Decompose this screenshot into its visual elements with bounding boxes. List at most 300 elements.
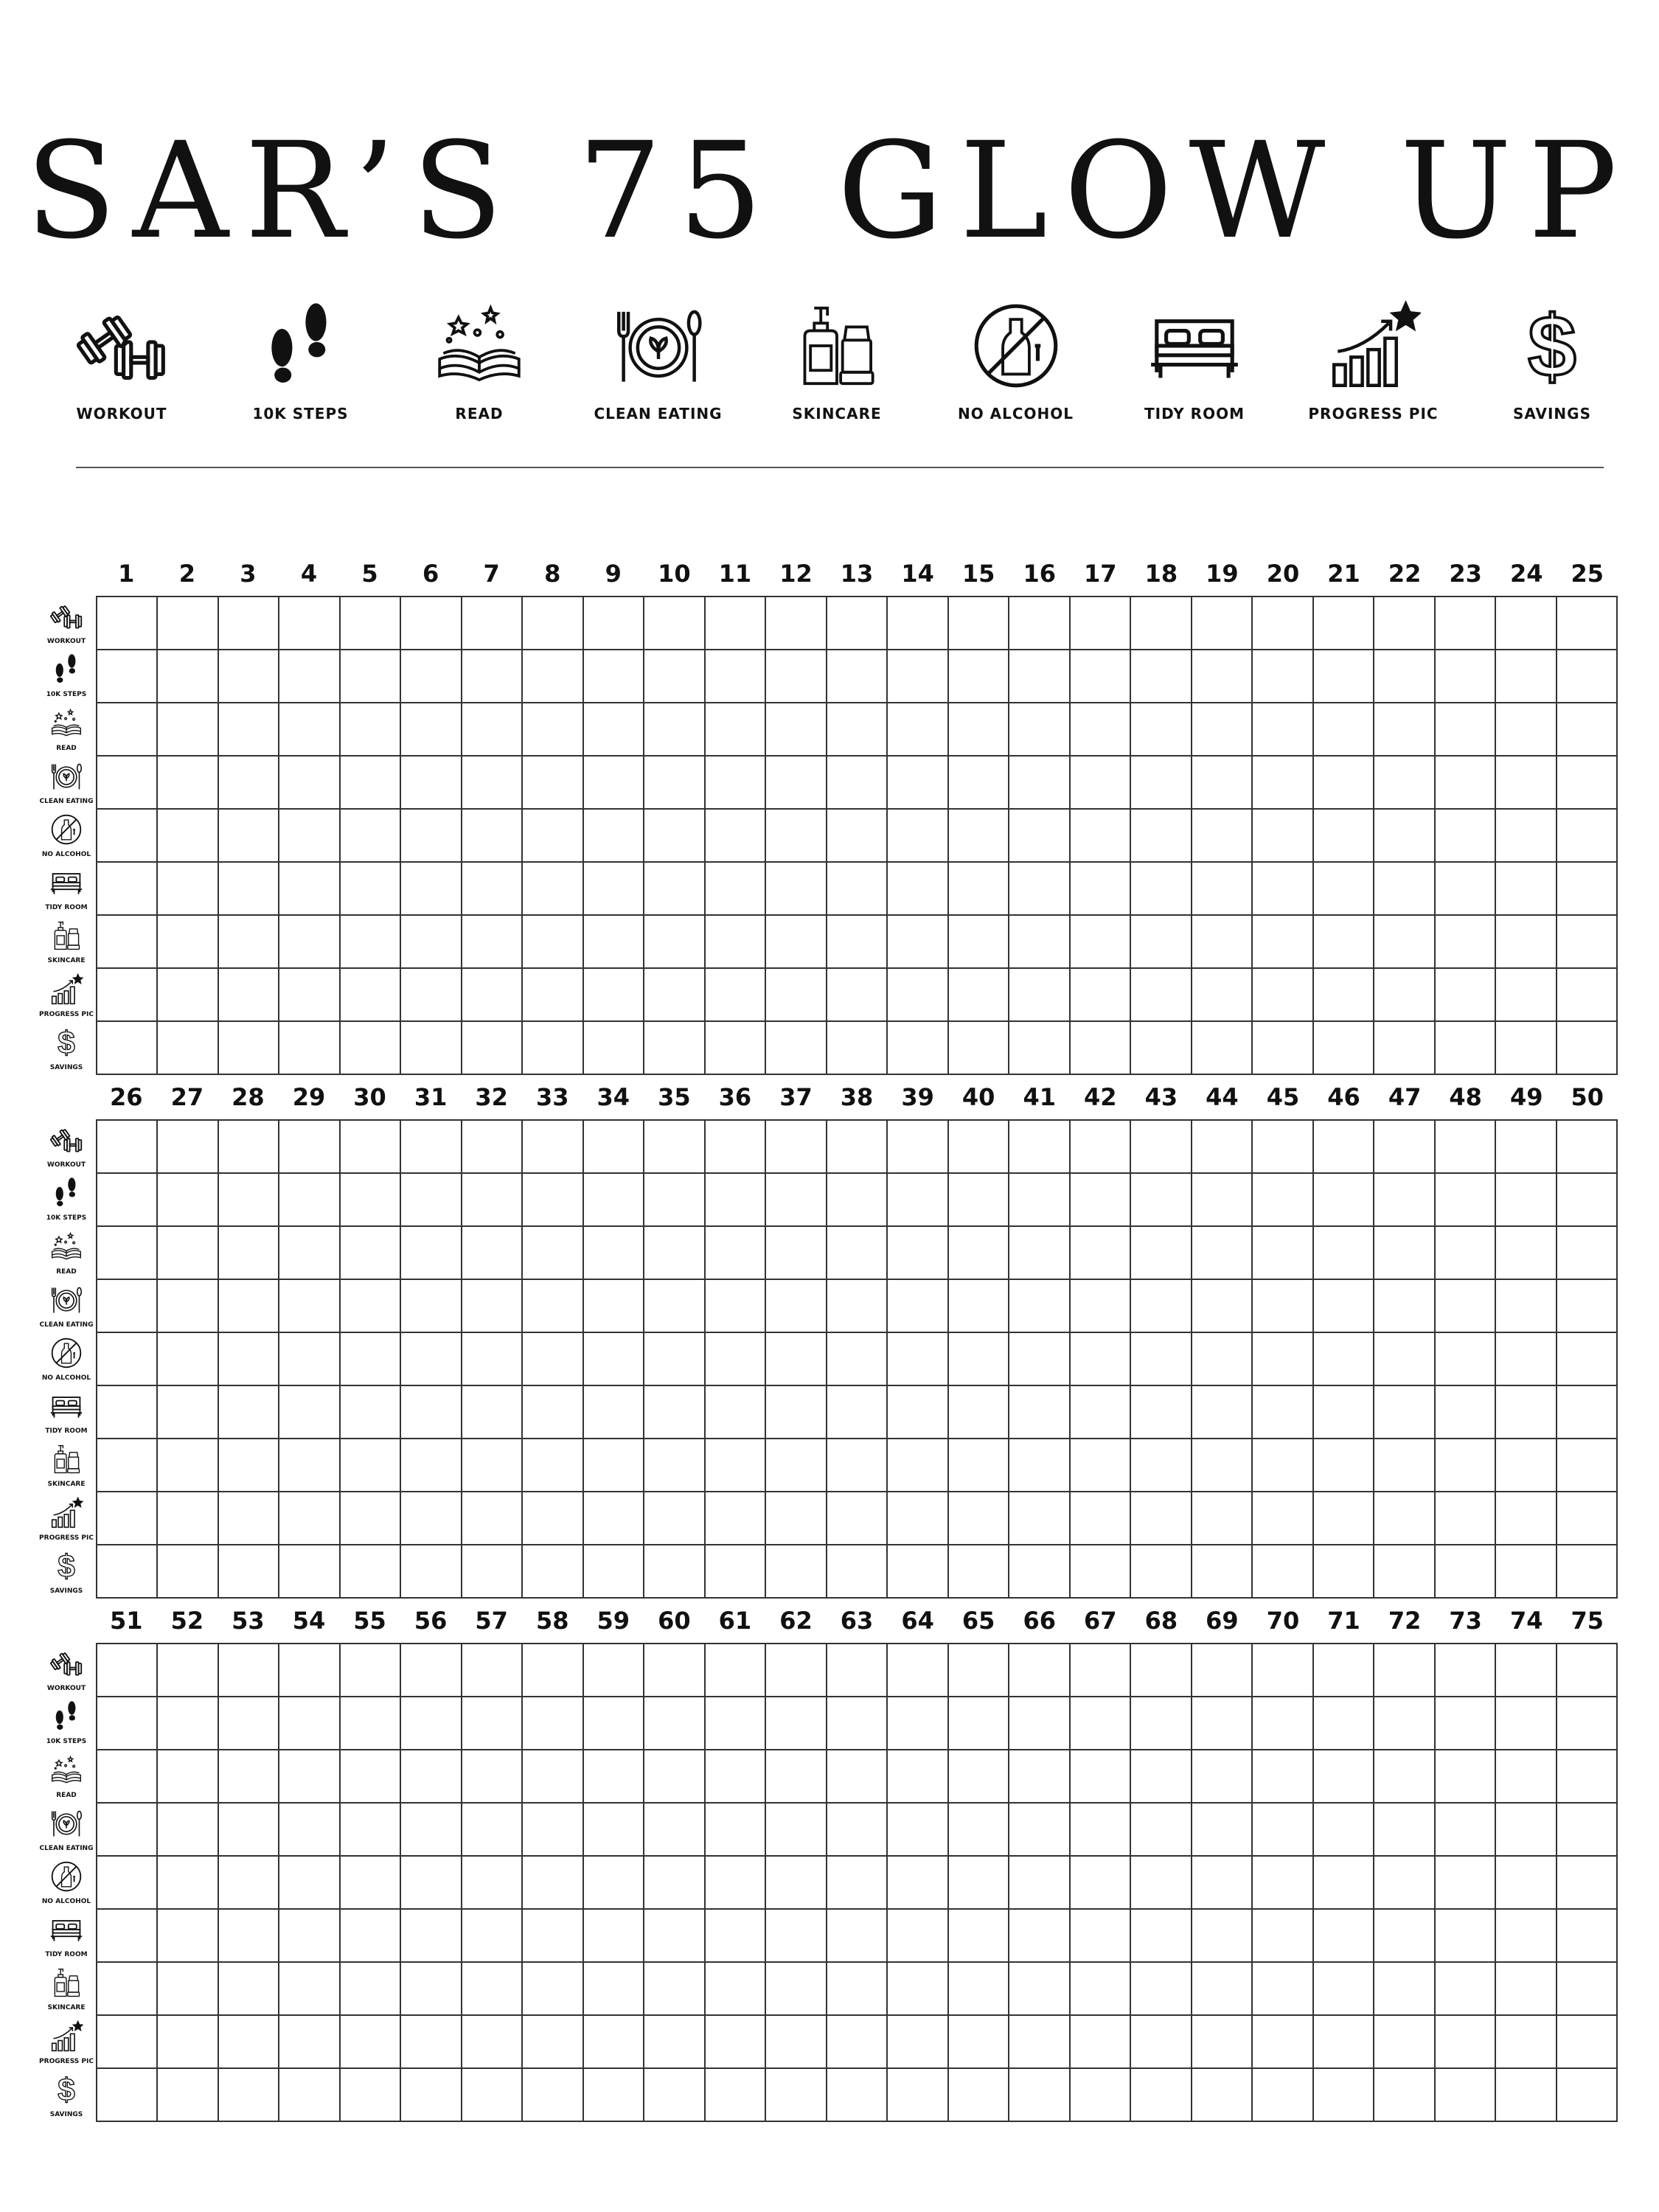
day-checkbox[interactable] [158,1227,218,1280]
day-checkbox[interactable] [1374,597,1435,650]
day-checkbox[interactable] [219,597,279,650]
day-checkbox[interactable] [1496,1963,1557,2016]
day-checkbox[interactable] [827,703,888,757]
day-checkbox[interactable] [523,2069,583,2122]
day-checkbox[interactable] [462,597,523,650]
day-checkbox[interactable] [1131,863,1192,916]
day-checkbox[interactable] [158,1121,218,1174]
day-checkbox[interactable] [523,969,583,1022]
day-checkbox[interactable] [158,1333,218,1386]
day-checkbox[interactable] [1009,916,1070,969]
day-checkbox[interactable] [1192,1857,1253,1910]
day-checkbox[interactable] [158,810,218,863]
day-checkbox[interactable] [1436,916,1496,969]
day-checkbox[interactable] [341,1022,401,1075]
day-checkbox[interactable] [1192,1492,1253,1545]
day-checkbox[interactable] [1436,1333,1496,1386]
day-checkbox[interactable] [1071,1174,1131,1227]
day-checkbox[interactable] [1436,1121,1496,1174]
day-checkbox[interactable] [219,2069,279,2122]
day-checkbox[interactable] [584,1280,644,1333]
day-checkbox[interactable] [97,1439,158,1492]
day-checkbox[interactable] [1374,650,1435,703]
day-checkbox[interactable] [706,810,766,863]
day-checkbox[interactable] [1436,703,1496,757]
day-checkbox[interactable] [1374,1644,1435,1697]
day-checkbox[interactable] [1131,1910,1192,1963]
day-checkbox[interactable] [706,1280,766,1333]
day-checkbox[interactable] [1009,1697,1070,1750]
day-checkbox[interactable] [644,703,705,757]
day-checkbox[interactable] [219,1439,279,1492]
day-checkbox[interactable] [1253,597,1313,650]
day-checkbox[interactable] [279,1910,340,1963]
day-checkbox[interactable] [1436,597,1496,650]
day-checkbox[interactable] [341,1333,401,1386]
day-checkbox[interactable] [219,1750,279,1804]
day-checkbox[interactable] [1131,1492,1192,1545]
day-checkbox[interactable] [523,1121,583,1174]
day-checkbox[interactable] [949,969,1009,1022]
day-checkbox[interactable] [1192,1174,1253,1227]
day-checkbox[interactable] [462,1857,523,1910]
day-checkbox[interactable] [1374,969,1435,1022]
day-checkbox[interactable] [949,1910,1009,1963]
day-checkbox[interactable] [1253,1227,1313,1280]
day-checkbox[interactable] [766,1857,827,1910]
day-checkbox[interactable] [401,1022,462,1075]
day-checkbox[interactable] [644,2016,705,2069]
day-checkbox[interactable] [706,969,766,1022]
day-checkbox[interactable] [279,916,340,969]
day-checkbox[interactable] [1436,1804,1496,1857]
day-checkbox[interactable] [462,1492,523,1545]
day-checkbox[interactable] [462,1280,523,1333]
day-checkbox[interactable] [1436,863,1496,916]
day-checkbox[interactable] [341,1910,401,1963]
day-checkbox[interactable] [97,1174,158,1227]
day-checkbox[interactable] [341,1963,401,2016]
day-checkbox[interactable] [1374,1963,1435,2016]
day-checkbox[interactable] [1374,1750,1435,1804]
day-checkbox[interactable] [279,810,340,863]
day-checkbox[interactable] [401,1545,462,1599]
day-checkbox[interactable] [1557,1174,1618,1227]
day-checkbox[interactable] [1131,650,1192,703]
day-checkbox[interactable] [888,1174,948,1227]
day-checkbox[interactable] [1314,1545,1374,1599]
day-checkbox[interactable] [158,757,218,810]
day-checkbox[interactable] [584,1022,644,1075]
day-checkbox[interactable] [1131,1697,1192,1750]
day-checkbox[interactable] [1071,1280,1131,1333]
day-checkbox[interactable] [1557,916,1618,969]
day-checkbox[interactable] [1071,597,1131,650]
day-checkbox[interactable] [644,1121,705,1174]
day-checkbox[interactable] [888,1386,948,1439]
day-checkbox[interactable] [1009,2069,1070,2122]
day-checkbox[interactable] [1071,1857,1131,1910]
day-checkbox[interactable] [644,757,705,810]
day-checkbox[interactable] [644,1022,705,1075]
day-checkbox[interactable] [888,969,948,1022]
day-checkbox[interactable] [1496,1121,1557,1174]
day-checkbox[interactable] [949,757,1009,810]
day-checkbox[interactable] [341,1750,401,1804]
day-checkbox[interactable] [341,1386,401,1439]
day-checkbox[interactable] [1071,1333,1131,1386]
day-checkbox[interactable] [949,1545,1009,1599]
day-checkbox[interactable] [1192,1121,1253,1174]
day-checkbox[interactable] [1253,1545,1313,1599]
day-checkbox[interactable] [523,916,583,969]
day-checkbox[interactable] [1496,810,1557,863]
day-checkbox[interactable] [888,2069,948,2122]
day-checkbox[interactable] [1374,1697,1435,1750]
day-checkbox[interactable] [1496,916,1557,969]
day-checkbox[interactable] [97,2069,158,2122]
day-checkbox[interactable] [219,1174,279,1227]
day-checkbox[interactable] [1374,1022,1435,1075]
day-checkbox[interactable] [1253,2069,1313,2122]
day-checkbox[interactable] [766,1174,827,1227]
day-checkbox[interactable] [462,1227,523,1280]
day-checkbox[interactable] [1314,1910,1374,1963]
day-checkbox[interactable] [158,1644,218,1697]
day-checkbox[interactable] [888,597,948,650]
day-checkbox[interactable] [1374,1121,1435,1174]
day-checkbox[interactable] [401,916,462,969]
day-checkbox[interactable] [1071,1644,1131,1697]
day-checkbox[interactable] [949,1227,1009,1280]
day-checkbox[interactable] [219,1227,279,1280]
day-checkbox[interactable] [766,597,827,650]
day-checkbox[interactable] [1009,863,1070,916]
day-checkbox[interactable] [1253,1121,1313,1174]
day-checkbox[interactable] [401,757,462,810]
day-checkbox[interactable] [1071,1910,1131,1963]
day-checkbox[interactable] [1436,650,1496,703]
day-checkbox[interactable] [523,1697,583,1750]
day-checkbox[interactable] [584,1174,644,1227]
day-checkbox[interactable] [888,703,948,757]
day-checkbox[interactable] [766,1804,827,1857]
day-checkbox[interactable] [1009,1804,1070,1857]
day-checkbox[interactable] [949,1750,1009,1804]
day-checkbox[interactable] [97,1910,158,1963]
day-checkbox[interactable] [97,810,158,863]
day-checkbox[interactable] [158,2069,218,2122]
day-checkbox[interactable] [1192,1644,1253,1697]
day-checkbox[interactable] [949,1022,1009,1075]
day-checkbox[interactable] [1192,1545,1253,1599]
day-checkbox[interactable] [644,1174,705,1227]
day-checkbox[interactable] [1557,1022,1618,1075]
day-checkbox[interactable] [1131,1857,1192,1910]
day-checkbox[interactable] [1557,650,1618,703]
day-checkbox[interactable] [1192,810,1253,863]
day-checkbox[interactable] [1374,1439,1435,1492]
day-checkbox[interactable] [1557,1644,1618,1697]
day-checkbox[interactable] [158,1439,218,1492]
day-checkbox[interactable] [1557,1750,1618,1804]
day-checkbox[interactable] [584,1439,644,1492]
day-checkbox[interactable] [1314,1857,1374,1910]
day-checkbox[interactable] [462,757,523,810]
day-checkbox[interactable] [1374,1492,1435,1545]
day-checkbox[interactable] [1192,1022,1253,1075]
day-checkbox[interactable] [401,2069,462,2122]
day-checkbox[interactable] [279,1022,340,1075]
day-checkbox[interactable] [401,1750,462,1804]
day-checkbox[interactable] [827,2069,888,2122]
day-checkbox[interactable] [1496,2016,1557,2069]
day-checkbox[interactable] [279,1804,340,1857]
day-checkbox[interactable] [341,703,401,757]
day-checkbox[interactable] [1009,1910,1070,1963]
day-checkbox[interactable] [888,1227,948,1280]
day-checkbox[interactable] [158,2016,218,2069]
day-checkbox[interactable] [1436,1963,1496,2016]
day-checkbox[interactable] [1253,1697,1313,1750]
day-checkbox[interactable] [1374,1804,1435,1857]
day-checkbox[interactable] [584,916,644,969]
day-checkbox[interactable] [462,863,523,916]
day-checkbox[interactable] [1071,1227,1131,1280]
day-checkbox[interactable] [1192,2069,1253,2122]
day-checkbox[interactable] [827,1121,888,1174]
day-checkbox[interactable] [766,703,827,757]
day-checkbox[interactable] [158,1857,218,1910]
day-checkbox[interactable] [1253,810,1313,863]
day-checkbox[interactable] [827,1386,888,1439]
day-checkbox[interactable] [97,650,158,703]
day-checkbox[interactable] [1131,1121,1192,1174]
day-checkbox[interactable] [949,810,1009,863]
day-checkbox[interactable] [1071,1022,1131,1075]
day-checkbox[interactable] [706,1545,766,1599]
day-checkbox[interactable] [1192,1280,1253,1333]
day-checkbox[interactable] [1496,1545,1557,1599]
day-checkbox[interactable] [1436,2069,1496,2122]
day-checkbox[interactable] [1436,2016,1496,2069]
day-checkbox[interactable] [1192,1910,1253,1963]
day-checkbox[interactable] [1436,1910,1496,1963]
day-checkbox[interactable] [644,1439,705,1492]
day-checkbox[interactable] [219,1022,279,1075]
day-checkbox[interactable] [949,1697,1009,1750]
day-checkbox[interactable] [1071,969,1131,1022]
day-checkbox[interactable] [462,1022,523,1075]
day-checkbox[interactable] [1009,969,1070,1022]
day-checkbox[interactable] [644,1857,705,1910]
day-checkbox[interactable] [279,863,340,916]
day-checkbox[interactable] [1071,703,1131,757]
day-checkbox[interactable] [341,916,401,969]
day-checkbox[interactable] [1314,1174,1374,1227]
day-checkbox[interactable] [584,1386,644,1439]
day-checkbox[interactable] [1436,810,1496,863]
day-checkbox[interactable] [766,1545,827,1599]
day-checkbox[interactable] [766,1121,827,1174]
day-checkbox[interactable] [279,969,340,1022]
day-checkbox[interactable] [706,1439,766,1492]
day-checkbox[interactable] [1557,1333,1618,1386]
day-checkbox[interactable] [1192,2016,1253,2069]
day-checkbox[interactable] [1253,1439,1313,1492]
day-checkbox[interactable] [644,1227,705,1280]
day-checkbox[interactable] [1071,1545,1131,1599]
day-checkbox[interactable] [766,969,827,1022]
day-checkbox[interactable] [1009,1857,1070,1910]
day-checkbox[interactable] [462,1333,523,1386]
day-checkbox[interactable] [158,1697,218,1750]
day-checkbox[interactable] [401,863,462,916]
day-checkbox[interactable] [462,916,523,969]
day-checkbox[interactable] [219,1910,279,1963]
day-checkbox[interactable] [1314,757,1374,810]
day-checkbox[interactable] [1253,1022,1313,1075]
day-checkbox[interactable] [158,1174,218,1227]
day-checkbox[interactable] [1314,650,1374,703]
day-checkbox[interactable] [279,2069,340,2122]
day-checkbox[interactable] [1496,1439,1557,1492]
day-checkbox[interactable] [97,969,158,1022]
day-checkbox[interactable] [949,2069,1009,2122]
day-checkbox[interactable] [219,1644,279,1697]
day-checkbox[interactable] [97,1644,158,1697]
day-checkbox[interactable] [523,597,583,650]
day-checkbox[interactable] [644,863,705,916]
day-checkbox[interactable] [1314,1963,1374,2016]
day-checkbox[interactable] [1071,1804,1131,1857]
day-checkbox[interactable] [219,1333,279,1386]
day-checkbox[interactable] [706,1022,766,1075]
day-checkbox[interactable] [462,2069,523,2122]
day-checkbox[interactable] [462,650,523,703]
day-checkbox[interactable] [158,703,218,757]
day-checkbox[interactable] [219,1386,279,1439]
day-checkbox[interactable] [219,1963,279,2016]
day-checkbox[interactable] [1314,1333,1374,1386]
day-checkbox[interactable] [158,1750,218,1804]
day-checkbox[interactable] [158,1022,218,1075]
day-checkbox[interactable] [1009,757,1070,810]
day-checkbox[interactable] [1192,1227,1253,1280]
day-checkbox[interactable] [97,1227,158,1280]
day-checkbox[interactable] [584,969,644,1022]
day-checkbox[interactable] [219,650,279,703]
day-checkbox[interactable] [949,1121,1009,1174]
day-checkbox[interactable] [1071,2069,1131,2122]
day-checkbox[interactable] [827,1280,888,1333]
day-checkbox[interactable] [706,916,766,969]
day-checkbox[interactable] [341,1174,401,1227]
day-checkbox[interactable] [1253,1963,1313,2016]
day-checkbox[interactable] [644,969,705,1022]
day-checkbox[interactable] [827,969,888,1022]
day-checkbox[interactable] [888,1121,948,1174]
day-checkbox[interactable] [584,863,644,916]
day-checkbox[interactable] [523,1333,583,1386]
day-checkbox[interactable] [1071,650,1131,703]
day-checkbox[interactable] [1009,2016,1070,2069]
day-checkbox[interactable] [584,1227,644,1280]
day-checkbox[interactable] [584,1545,644,1599]
day-checkbox[interactable] [219,1804,279,1857]
day-checkbox[interactable] [401,810,462,863]
day-checkbox[interactable] [1009,1280,1070,1333]
day-checkbox[interactable] [827,1910,888,1963]
day-checkbox[interactable] [97,1750,158,1804]
day-checkbox[interactable] [158,916,218,969]
day-checkbox[interactable] [341,1492,401,1545]
day-checkbox[interactable] [766,650,827,703]
day-checkbox[interactable] [523,1545,583,1599]
day-checkbox[interactable] [766,1333,827,1386]
day-checkbox[interactable] [1071,1750,1131,1804]
day-checkbox[interactable] [644,1644,705,1697]
day-checkbox[interactable] [1557,2016,1618,2069]
day-checkbox[interactable] [1009,1227,1070,1280]
day-checkbox[interactable] [158,1804,218,1857]
day-checkbox[interactable] [401,1280,462,1333]
day-checkbox[interactable] [1071,916,1131,969]
day-checkbox[interactable] [158,1280,218,1333]
day-checkbox[interactable] [401,1697,462,1750]
day-checkbox[interactable] [584,757,644,810]
day-checkbox[interactable] [827,1750,888,1804]
day-checkbox[interactable] [706,2016,766,2069]
day-checkbox[interactable] [949,1439,1009,1492]
day-checkbox[interactable] [888,810,948,863]
day-checkbox[interactable] [97,1386,158,1439]
day-checkbox[interactable] [706,1121,766,1174]
day-checkbox[interactable] [1436,1280,1496,1333]
day-checkbox[interactable] [279,1439,340,1492]
day-checkbox[interactable] [949,597,1009,650]
day-checkbox[interactable] [1009,597,1070,650]
day-checkbox[interactable] [706,1333,766,1386]
day-checkbox[interactable] [1496,757,1557,810]
day-checkbox[interactable] [219,757,279,810]
day-checkbox[interactable] [158,597,218,650]
day-checkbox[interactable] [1253,1644,1313,1697]
day-checkbox[interactable] [888,757,948,810]
day-checkbox[interactable] [1314,2069,1374,2122]
day-checkbox[interactable] [1253,650,1313,703]
day-checkbox[interactable] [1253,1174,1313,1227]
day-checkbox[interactable] [1436,1644,1496,1697]
day-checkbox[interactable] [1071,1121,1131,1174]
day-checkbox[interactable] [1557,863,1618,916]
day-checkbox[interactable] [401,650,462,703]
day-checkbox[interactable] [401,597,462,650]
day-checkbox[interactable] [523,1750,583,1804]
day-checkbox[interactable] [462,1644,523,1697]
day-checkbox[interactable] [1314,863,1374,916]
day-checkbox[interactable] [888,1644,948,1697]
day-checkbox[interactable] [1131,1804,1192,1857]
day-checkbox[interactable] [1192,1697,1253,1750]
day-checkbox[interactable] [279,1492,340,1545]
day-checkbox[interactable] [523,757,583,810]
day-checkbox[interactable] [523,1492,583,1545]
day-checkbox[interactable] [1496,1857,1557,1910]
day-checkbox[interactable] [949,863,1009,916]
day-checkbox[interactable] [1253,703,1313,757]
day-checkbox[interactable] [1374,2069,1435,2122]
